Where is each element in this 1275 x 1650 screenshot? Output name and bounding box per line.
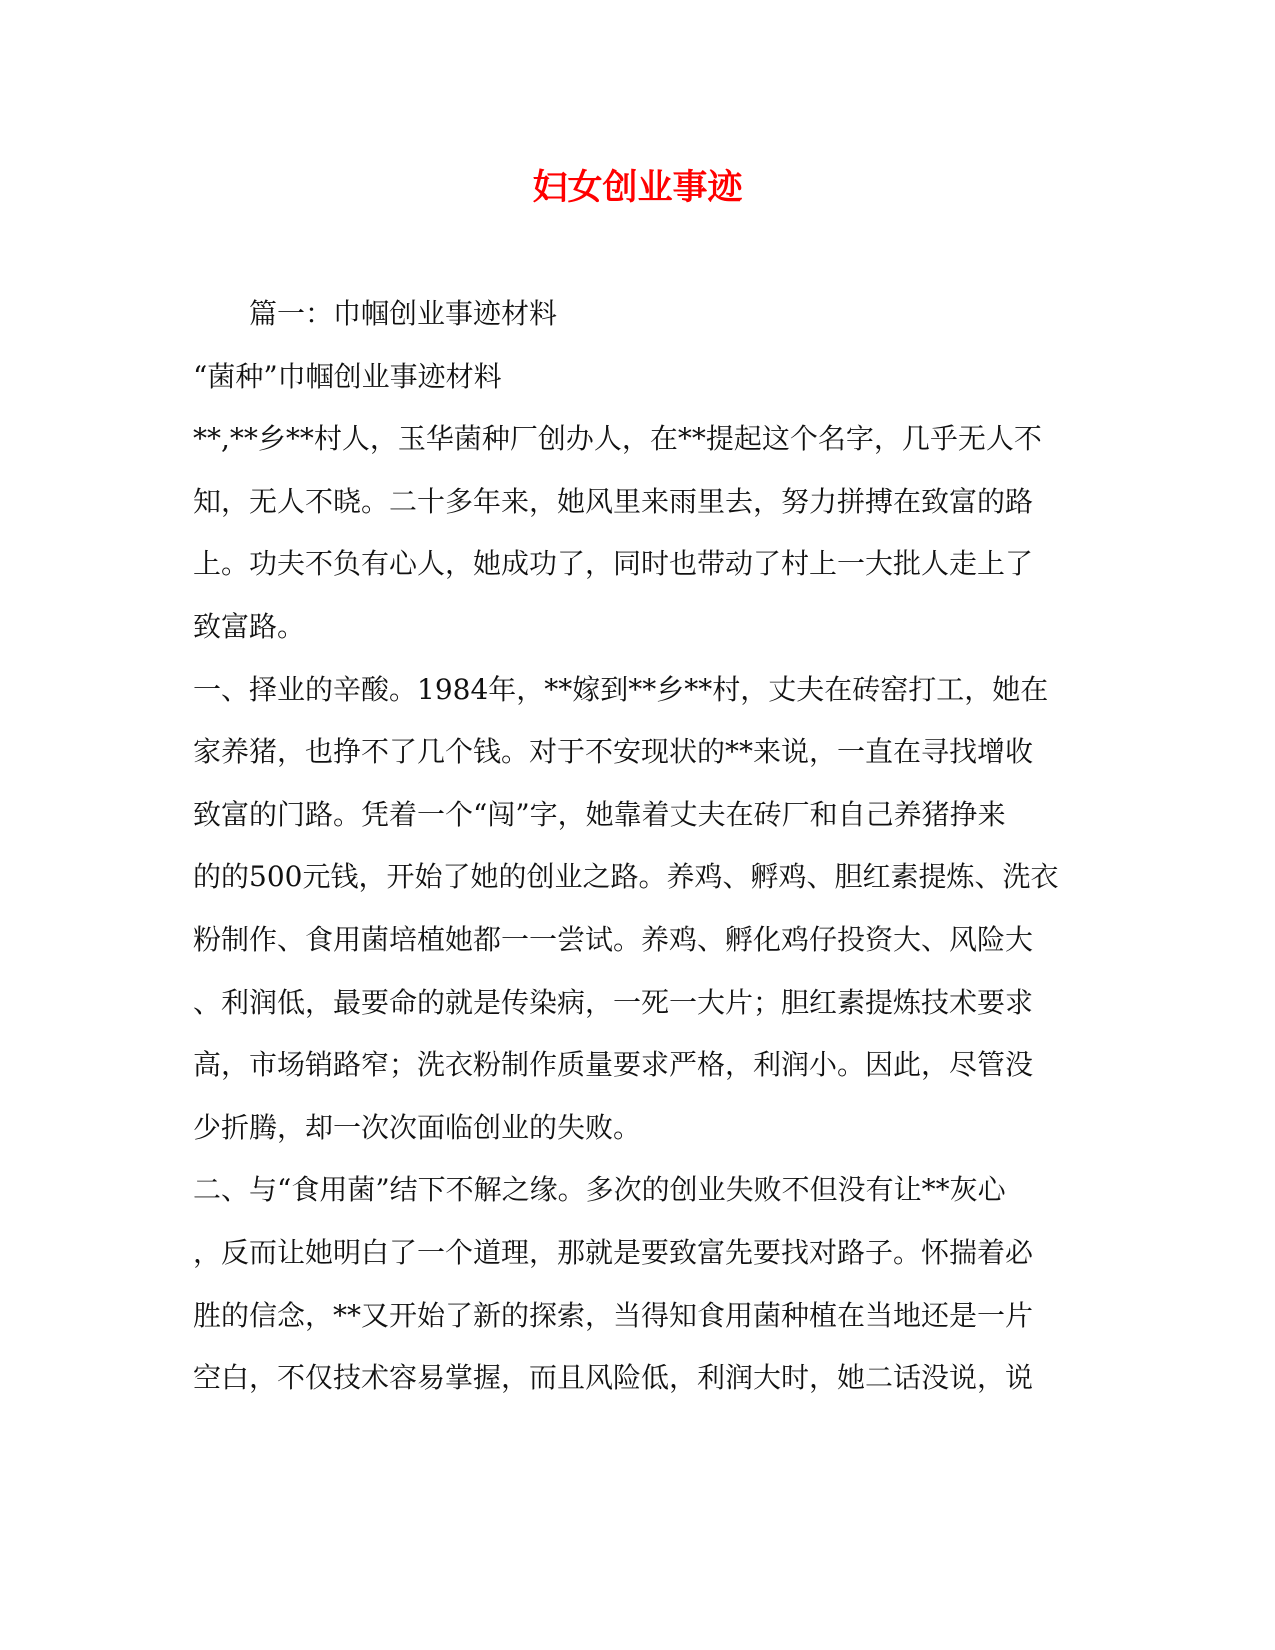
section-heading: 篇一：巾帼创业事迹材料 — [249, 297, 558, 330]
paragraph-line: 家养猪，也挣不了几个钱。对于不安现状的**来说，一直在寻找增收 — [193, 735, 1034, 769]
paragraph-line: 少折腾，却一次次面临创业的失败。 — [193, 1110, 642, 1144]
paragraph-line: 高，市场销路窄；洗衣粉制作质量要求严格，利润小。因此，尽管没 — [193, 1048, 1034, 1082]
paragraph-line: 致富路。 — [193, 609, 306, 643]
paragraph-line: 一、择业的辛酸。1984年，**嫁到**乡**村，丈夫在砖窑打工，她在 — [193, 672, 1049, 706]
paragraph-line: **,**乡**村人，玉华菌种厂创办人，在**提起这个名字，几乎无人不 — [193, 422, 1042, 456]
paragraph-line: 的的500元钱，开始了她的创业之路。养鸡、孵鸡、胆红素提炼、洗衣 — [193, 860, 1059, 894]
paragraph-line: 上。功夫不负有心人，她成功了，同时也带动了村上一大批人走上了 — [193, 547, 1034, 581]
paragraph-line: 二、与“食用菌”结下不解之缘。多次的创业失败不但没有让**灰心 — [193, 1173, 1006, 1207]
paragraph-line: 空白，不仅技术容易掌握，而且风险低，利润大时，她二话没说，说 — [193, 1361, 1034, 1395]
paragraph-line: 知，无人不晓。二十多年来，她风里来雨里去，努力拼搏在致富的路 — [193, 484, 1034, 518]
paragraph-line: 、利润低，最要命的就是传染病，一死一大片；胆红素提炼技术要求 — [193, 985, 1034, 1019]
document-title: 妇女创业事迹 — [532, 167, 743, 208]
paragraph-line: 致富的门路。凭着一个“闯”字，她靠着丈夫在砖厂和自己养猪挣来 — [193, 797, 1006, 831]
document-body — [193, 283, 1088, 1410]
paragraph-line: ，反而让她明白了一个道理，那就是要致富先要找对路子。怀揣着必 — [193, 1235, 1034, 1269]
material-title: “菌种”巾帼创业事迹材料 — [193, 359, 502, 393]
paragraph-line: 胜的信念，**又开始了新的探索，当得知食用菌种植在当地还是一片 — [193, 1298, 1034, 1332]
paragraph-line: 粉制作、食用菌培植她都一一尝试。养鸡、孵化鸡仔投资大、风险大 — [193, 922, 1034, 956]
